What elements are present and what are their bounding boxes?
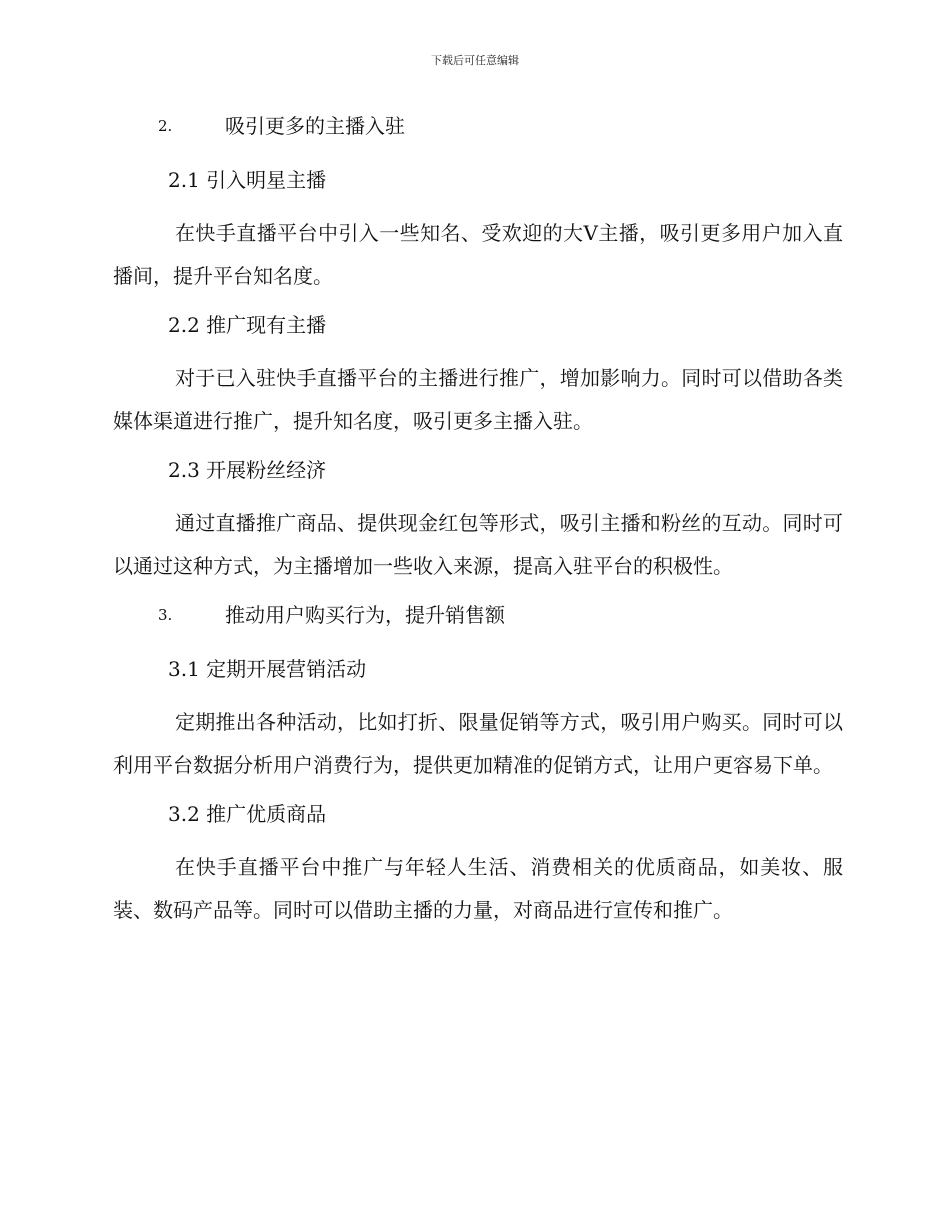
section-number: 3. — [158, 606, 173, 624]
page-header: 下载后可任意编辑 — [431, 54, 519, 67]
section-number: 2. — [158, 117, 173, 135]
subsection-heading-3-2: 3.2 推广优质商品 — [168, 802, 327, 826]
section-title: 推动用户购买行为，提升销售额 — [225, 603, 505, 627]
section-heading-2 — [113, 110, 843, 142]
paragraph-2-2: 对于已入驻快手直播平台的主播进行推广，增加影响力。同时可以借助各类媒体渠道进行推广，提升知名度，吸引更多主播入驻。 — [113, 366, 843, 433]
paragraph-2-1: 在快手直播平台中引入一些知名、受欢迎的大V主播，吸引更多用户加入直播间，提升平台知名度。 — [113, 221, 843, 288]
subsection-heading-2-2: 2.2 推广现有主播 — [168, 313, 327, 337]
subsection-heading-2-3: 2.3 开展粉丝经济 — [168, 458, 327, 482]
paragraph-3-1: 定期推出各种活动，比如打折、限量促销等方式，吸引用户购买。同时可以利用平台数据分析用户消费行为，提供更加精准的促销方式，让用户更容易下单。 — [113, 710, 843, 777]
document-body — [113, 110, 843, 943]
paragraph-2-3: 通过直播推广商品、提供现金红包等形式，吸引主播和粉丝的互动。同时可以通过这种方式，为主播增加一些收入来源，提高入驻平台的积极性。 — [113, 511, 843, 578]
section-heading-3 — [113, 599, 843, 631]
section-title: 吸引更多的主播入驻 — [225, 114, 405, 138]
paragraph-3-2: 在快手直播平台中推广与年轻人生活、消费相关的优质商品，如美妆、服装、数码产品等。同时可以借助主播的力量，对商品进行宣传和推广。 — [113, 855, 843, 922]
subsection-heading-3-1: 3.1 定期开展营销活动 — [168, 657, 367, 681]
subsection-heading-2-1: 2.1 引入明星主播 — [168, 168, 327, 192]
